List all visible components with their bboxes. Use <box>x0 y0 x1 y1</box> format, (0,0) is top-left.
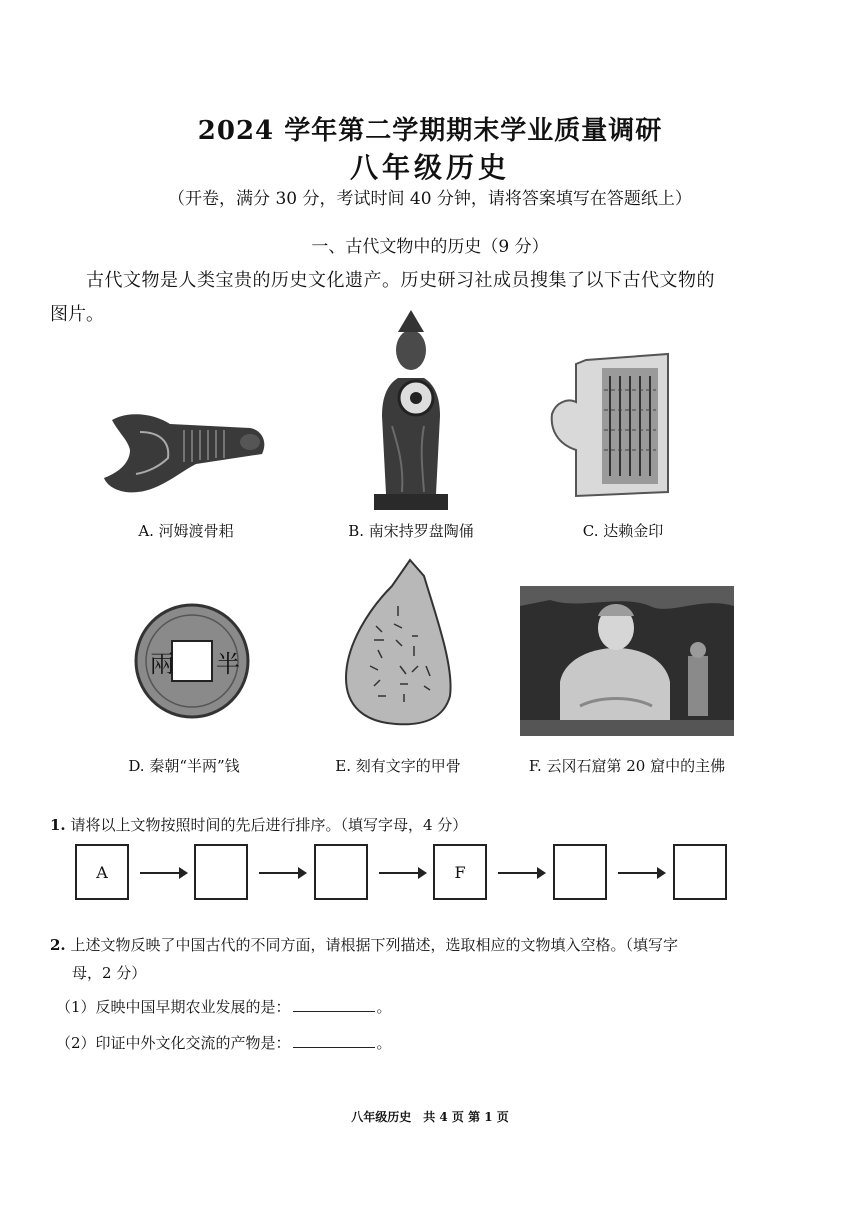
question-2-text-line-2: 母，2 分） <box>72 964 147 982</box>
oracle-bone-icon <box>340 556 458 728</box>
answer-box-6[interactable] <box>673 844 727 900</box>
svg-text:兩: 兩 <box>150 650 174 678</box>
question-2 <box>50 934 678 955</box>
exam-title: 2024 学年第二学期期末学业质量调研 <box>197 116 663 146</box>
artifact-caption-f: F. 云冈石窟第 20 窟中的主佛 <box>528 757 726 775</box>
answer-blank-1[interactable] <box>293 997 375 1012</box>
arrow-1 <box>140 872 186 874</box>
question-1-text: 请将以上文物按照时间的先后进行排序。（填写字母，4 分） <box>70 816 468 834</box>
bone-plough-icon <box>100 402 270 497</box>
question-1-number: 1. <box>50 816 66 834</box>
artifact-caption-e: E. 刻有文字的甲骨 <box>335 757 461 775</box>
question-2-number: 2. <box>50 936 66 954</box>
question-2-item-2 <box>56 1032 392 1053</box>
intro-line-1: 古代文物是人类宝贵的历史文化遗产。历史研习社成员搜集了以下古代文物的 <box>86 270 715 291</box>
arrow-3 <box>379 872 425 874</box>
golden-seal-icon <box>546 350 676 500</box>
answer-box-1[interactable]: A <box>75 844 129 900</box>
answer-box-2[interactable] <box>194 844 248 900</box>
buddha-statue-icon <box>520 586 734 736</box>
intro-line-2: 图片。 <box>50 304 104 325</box>
compass-figurine-icon <box>368 306 454 512</box>
arrow-4 <box>498 872 544 874</box>
question-2-item-1-label: （1）反映中国早期农业发展的是： <box>56 998 291 1016</box>
answer-box-5[interactable] <box>553 844 607 900</box>
answer-box-4[interactable]: F <box>433 844 487 900</box>
question-2-item-2-label: （2）印证中外文化交流的产物是： <box>56 1034 291 1052</box>
arrow-5 <box>618 872 664 874</box>
subject-title: 八年级历史 <box>349 151 510 184</box>
artifact-caption-c: C. 达赖金印 <box>582 522 664 540</box>
answer-box-3[interactable] <box>314 844 368 900</box>
question-2-text-line-1: 上述文物反映了中国古代的不同方面，请根据下列描述，选取相应的文物填入空格。（填写字 <box>70 936 678 954</box>
question-1 <box>50 814 467 835</box>
page-footer: 八年级历史 共 4 页 第 1 页 <box>351 1110 509 1124</box>
answer-blank-2[interactable] <box>293 1033 375 1048</box>
arrow-2 <box>259 872 305 874</box>
artifact-caption-a: A. 河姆渡骨耜 <box>138 522 234 540</box>
artifact-caption-b: B. 南宋持罗盘陶俑 <box>348 522 474 540</box>
section-heading: 一、古代文物中的历史（9 分） <box>311 237 549 257</box>
question-2-item-2-end: 。 <box>376 1034 392 1052</box>
exam-note: （开卷，满分 30 分，考试时间 40 分钟，请将答案填写在答题纸上） <box>168 189 692 209</box>
question-2-item-1-end: 。 <box>376 998 392 1016</box>
ban-liang-coin-icon <box>130 602 254 720</box>
svg-text:半: 半 <box>216 650 240 678</box>
question-2-item-1 <box>56 996 392 1017</box>
artifact-caption-d: D. 秦朝“半两”钱 <box>128 757 240 775</box>
